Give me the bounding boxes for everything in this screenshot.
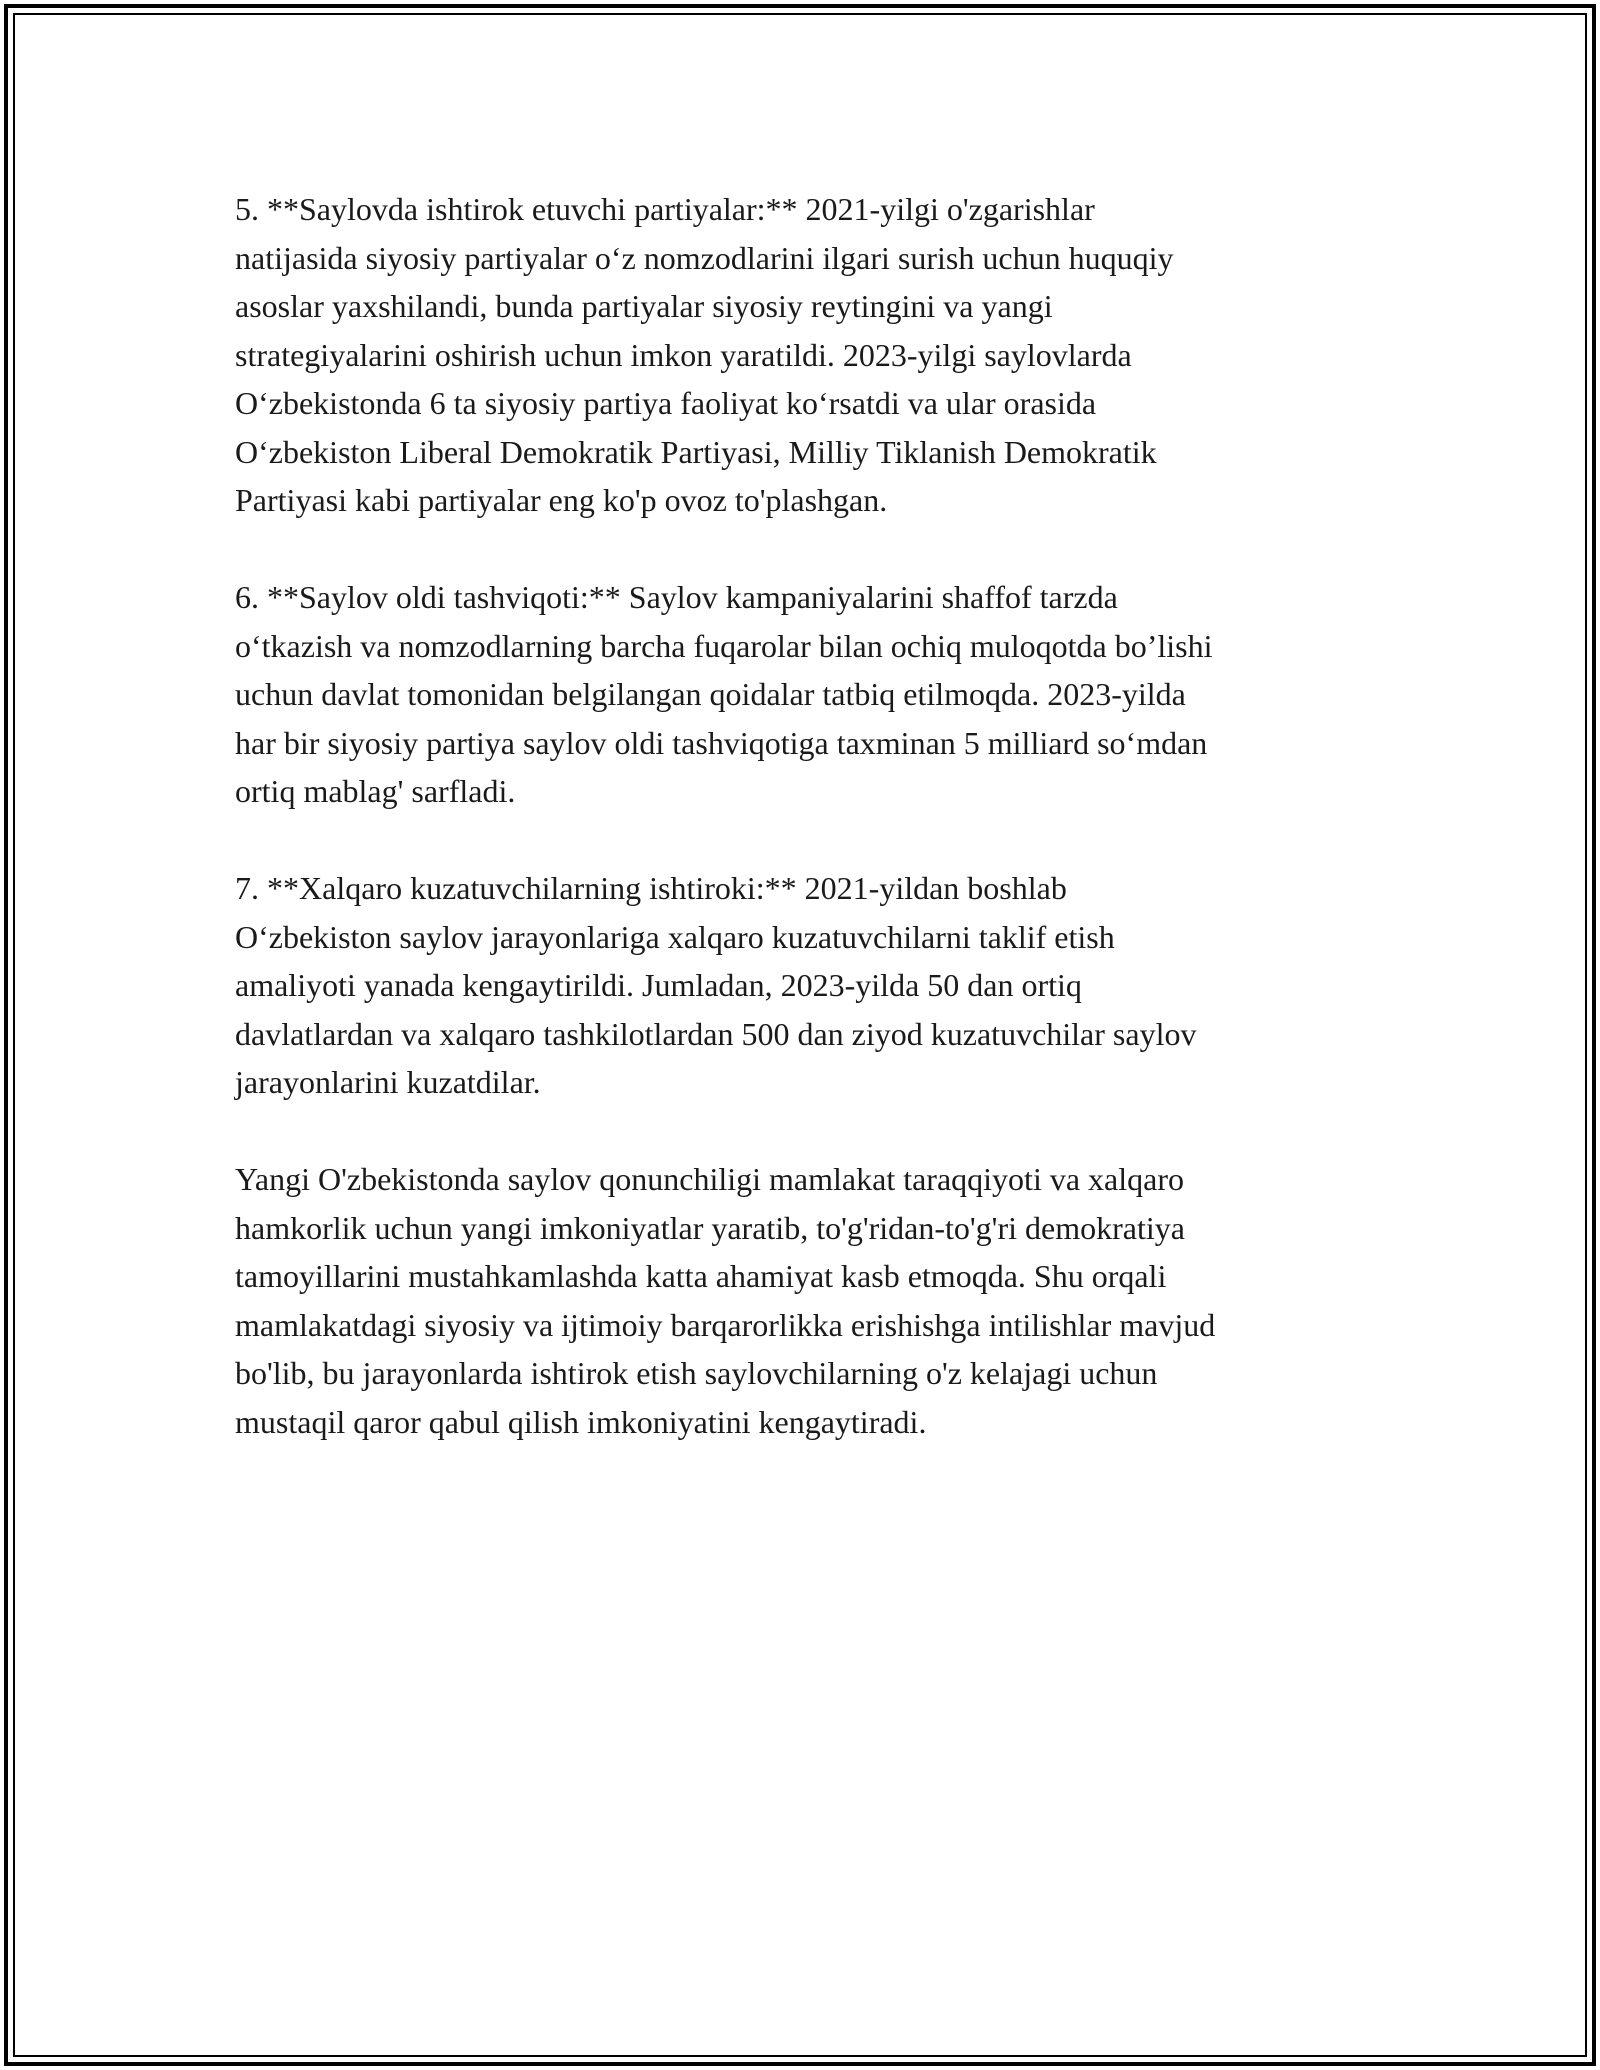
paragraph-observers: 7. **Xalqaro kuzatuvchilarning ishtiroki:** 2021-yildan boshlab O‘zbekiston saylov jarayonlariga xalqaro kuzatuvchilarni taklif etish amaliyoti yanada kengaytirildi. Jumladan, 2023-yilda 50 dan ortiq davlatlardan va xalqaro tashkilotlardan 500 dan ziyod kuzatuvchilar saylov jarayonlarini kuzatdilar. (235, 870, 1197, 1100)
paragraph-campaign: 6. **Saylov oldi tashviqoti:** Saylov kampaniyalarini shaffof tarzda o‘tkazish va nomzodlarning barcha fuqarolar bilan ochiq muloqotda bo’lishi uchun davlat tomonidan belgilangan qoidalar tatbiq etilmoqda. 2023-yilda har bir siyosiy partiya saylov oldi tashviqotiga taxminan 5 milliard so‘mdan ortiq mablag' sarfladi. (235, 579, 1213, 809)
document-body (235, 185, 1370, 1446)
paragraph-conclusion: Yangi O'zbekistonda saylov qonunchiligi mamlakat taraqqiyoti va xalqaro hamkorlik uchun yangi imkoniyatlar yaratib, to'g'ridan-to'g'ri demokratiya tamoyillarini mustahkamlashda katta ahamiyat kasb etmoqda. Shu orqali mamlakatdagi siyosiy va ijtimoiy barqarorlikka erishishga intilishlar mavjud bo'lib, bu jarayonlarda ishtirok etish saylovchilarning o'z kelajagi uchun mustaqil qaror qabul qilish imkoniyatini kengaytiradi. (235, 1161, 1216, 1440)
paragraph-parties: 5. **Saylovda ishtirok etuvchi partiyalar:** 2021-yilgi o'zgarishlar natijasida siyosiy partiyalar o‘z nomzodlarini ilgari surish uchun huquqiy asoslar yaxshilandi, bunda partiyalar siyosiy reytingini va yangi strategiyalarini oshirish uchun imkon yaratildi. 2023-yilgi saylovlarda O‘zbekistonda 6 ta siyosiy partiya faoliyat ko‘rsatdi va ular orasida O‘zbekiston Liberal Demokratik Partiyasi, Milliy Tiklanish Demokratik Partiyasi kabi partiyalar eng ko'p ovoz to'plashgan. (235, 191, 1174, 518)
